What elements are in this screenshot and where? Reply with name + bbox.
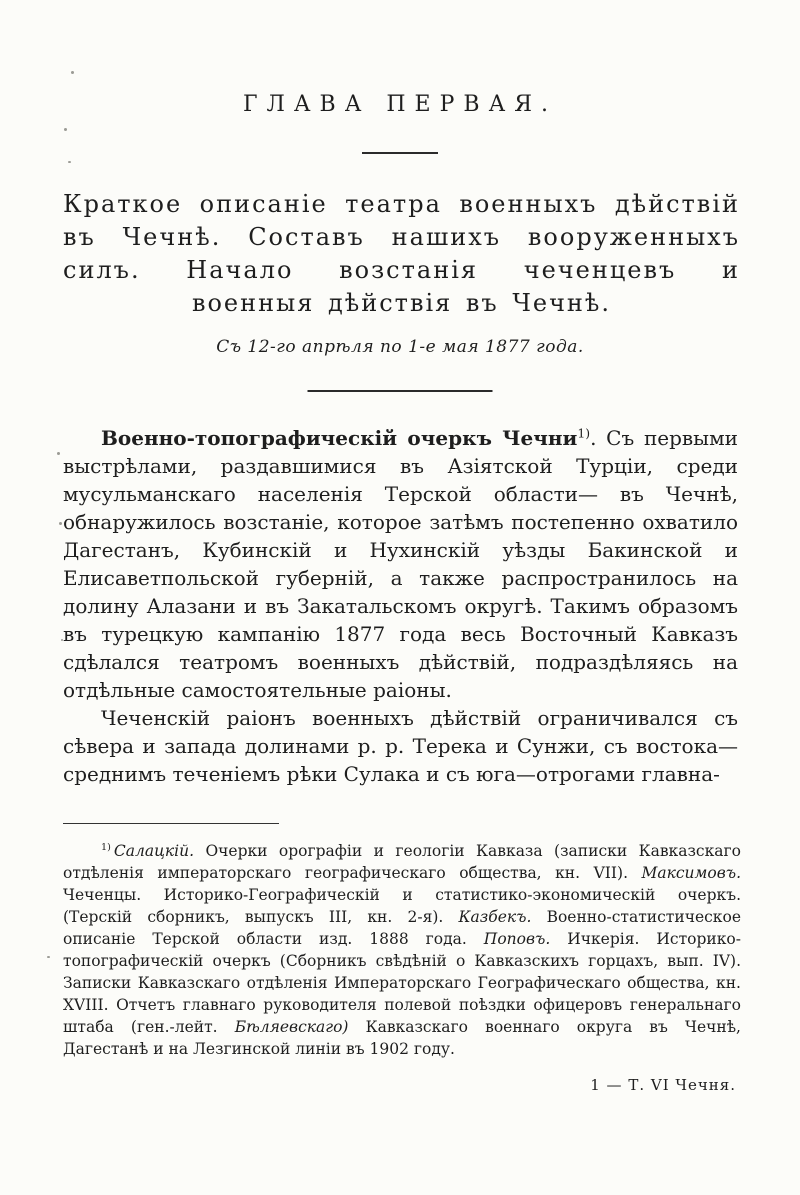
scan-speck — [61, 639, 63, 641]
footnote-segment: Очерки орографіи и геологіи Кавказа (записки Кавказскаго отдѣленія императорскаго географическаго общества, кн. VII). — [63, 842, 741, 882]
chapter-summary: Краткое описаніе театра военныхъ дѣйствій въ Чечнѣ. Составъ нашихъ вооруженныхъ силъ. Начало возстанія чеченцевъ и военныя дѣйствія въ Чечнѣ. — [63, 190, 740, 317]
scan-speck — [64, 128, 67, 131]
footnote-segment: Бѣляевскаго) — [234, 1018, 349, 1036]
printers-signature: 1 — Т. VI Чечня. — [590, 1076, 736, 1094]
scan-speck — [59, 522, 62, 525]
footnote-marker: 1) — [101, 841, 111, 853]
footnote-segment: Салацкій. — [113, 842, 195, 860]
footnote-segment: Казбекъ. — [458, 908, 532, 926]
scan-speck — [47, 956, 50, 958]
footnote-rule — [63, 823, 279, 824]
date-range-line: Съ 12-го апрѣля по 1-е мая 1877 года. — [216, 337, 584, 357]
footnote-segment: Максимовъ. — [641, 864, 741, 882]
footnote-segment: Кавказскаго военнаго округа въ Чечнѣ, Дагестанѣ и на Лезгинской линіи въ 1902 году. — [63, 1018, 741, 1058]
paragraph-1-text: . Съ первыми выстрѣлами, раздавшимися въ Азіятской Турціи, среди мусульманскаго населенія Терской области— въ Чечнѣ, обнаружилось возстаніе, которое затѣмъ постепенно охватило Дагестанъ, Кубинскій и Нухинскій уѣзды Бакинской и Елисаветпольской губерній, а также распространилось на долину Алазани и въ Закатальскомъ округѣ. Такимъ образомъ въ турецкую кампанію 1877 года весь Восточный Кавказъ сдѣлался театромъ военныхъ дѣйствій, подраздѣляясь на отдѣльные самостоятельные раіоны. — [63, 426, 738, 702]
scan-speck — [57, 452, 60, 455]
paragraph-lead: Военно-топографическій очеркъ Чечни — [101, 426, 578, 450]
section-divider — [308, 390, 493, 392]
footnote-segment: Военно-статистическое описаніе Терской области изд. 1888 года. — [63, 908, 741, 948]
body-text — [63, 424, 738, 788]
scan-speck — [68, 161, 71, 163]
paragraph-2 — [63, 704, 738, 788]
paragraph-1 — [63, 424, 738, 704]
footnote-reference: 1) — [577, 425, 591, 441]
chapter-heading: ГЛАВА ПЕРВАЯ. — [242, 92, 558, 117]
paragraph-2-text: Чеченскій раіонъ военныхъ дѣйствій ограничивался съ сѣвера и запада долинами р. р. Терека и Сунжи, съ востока— среднимъ теченіемъ рѣки Сулака и съ юга—отрогами главна- — [63, 706, 738, 786]
title-rule-divider — [362, 152, 438, 154]
footnote — [63, 840, 741, 1060]
footnote-segment: Поповъ. — [483, 930, 551, 948]
scan-speck — [71, 71, 74, 74]
footnote-segment: Чеченцы. Историко-Географическій и статистико-экономическій очеркъ. (Терскій сборникъ, выпускъ III, кн. 2-я). — [63, 886, 741, 926]
footnote-segment: Ичкерія. Историко-топографическій очеркъ (Сборникъ свѣдѣній о Кавказскихъ горцахъ, вып. IV). Записки Кавказскаго отдѣленія Императорскаго Географическаго общества, кн. XVIII. Отчетъ главнаго руководителя полевой поѣздки офицеровъ генеральнаго штаба (ген.-лейт. — [63, 930, 741, 1036]
